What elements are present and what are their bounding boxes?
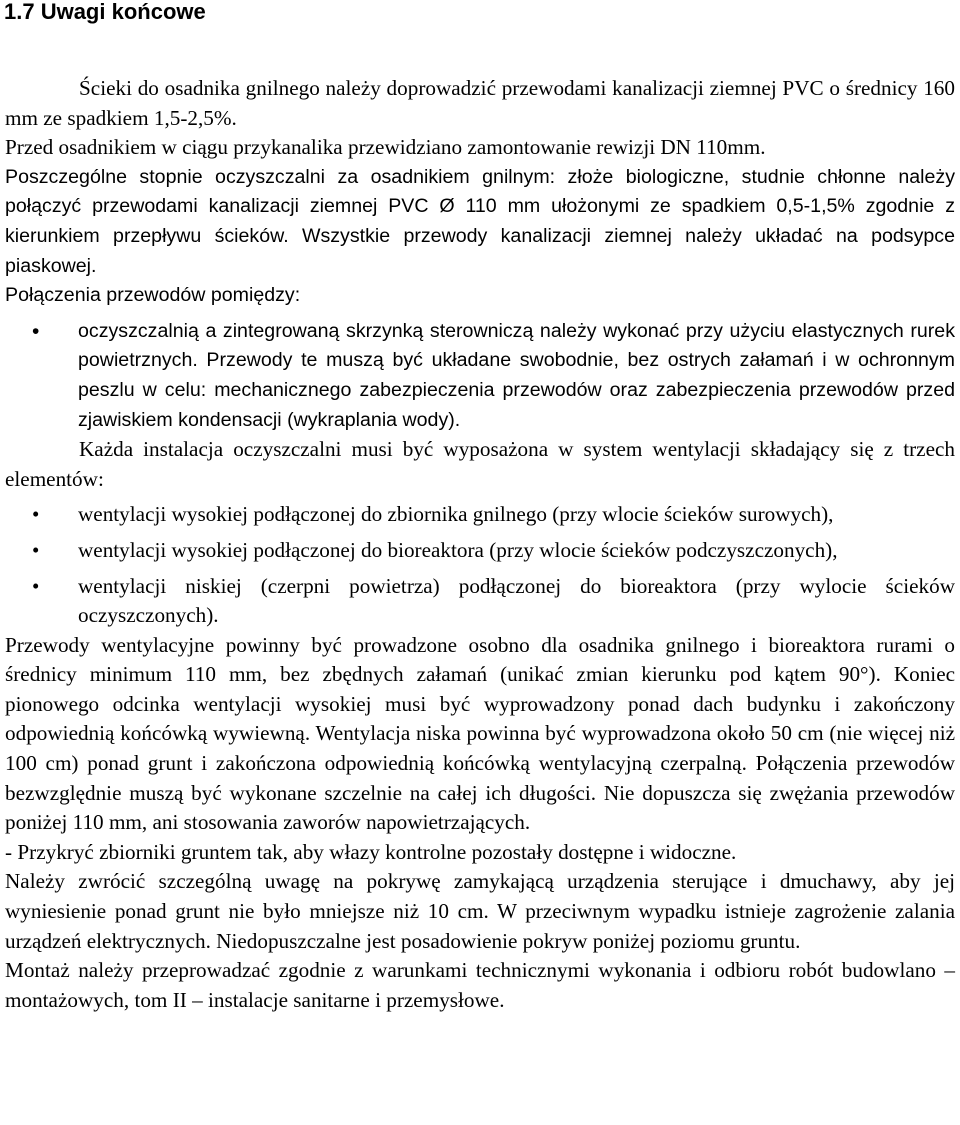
- ventilation-bullet-list: [5, 500, 955, 630]
- list-item-text: oczyszczalnią a zintegrowaną skrzynką sterowniczą należy wykonać przy użyciu elastycznych rurek powietrznych. Przewody te muszą być układane swobodnie, bez ostrych załamań i w ochronnym peszlu w celu: mechanicznego zabezpieczenia przewodów oraz zabezpieczenia przewodów przed zjawiskiem kondensacji (wykraplania wody).: [78, 319, 955, 431]
- paragraph-inspection-chamber: Przed osadnikiem w ciągu przykanalika przewidziano zamontowanie rewizji DN 110mm.: [5, 135, 766, 160]
- paragraph-treatment-stages: Poszczególne stopnie oczyszczalni za osadnikiem gnilnym: złoże biologiczne, studnie chłonne należy połączyć przewodami kanalizacji ziemnej PVC Ø 110 mm ułożonymi ze spadkiem 0,5-1,5% zgodnie z kierunkiem przepływu ścieków. Wszystkie przewody kanalizacji ziemnej należy układać na podsypce piaskowej.: [5, 165, 955, 277]
- list-item-text: wentylacji wysokiej podłączonej do bioreaktora (przy wlocie ścieków podczyszczonych),: [78, 537, 838, 562]
- bullet-icon: •: [32, 573, 40, 598]
- list-item: [5, 536, 955, 566]
- list-item-text: wentylacji niskiej (czerpni powietrza) podłączonej do bioreaktora (przy wylocie ścieków oczyszczonych).: [78, 573, 955, 628]
- paragraph-ventilation-ducts: Przewody wentylacyjne powinny być prowadzone osobno dla osadnika gnilnego i bioreaktora rurami o średnicy minimum 110 mm, bez zbędnych załamań (unikać zmian kierunku pod kątem 90°). Koniec pionowego odcinka wentylacji wysokiej musi być wyprowadzony ponad dach budynku i zakończony odpowiednią końcówką wywiewną. Wentylacja niska powinna być wyprowadzona około 50 cm (nie więcej niż 100 cm) ponad grunt i zakończona odpowiednią końcówką wentylacyjną czerpalną. Połączenia przewodów bezwzględnie muszą być wykonane szczelnie na całej ich długości. Nie dopuszcza się zwężania przewodów poniżej 110 mm, ani stosowania zaworów napowietrzających.: [5, 632, 955, 835]
- paragraph-sewage-inlet: Ścieki do osadnika gnilnego należy doprowadzić przewodami kanalizacji ziemnej PVC o średnicy 160 mm ze spadkiem 1,5-2,5%.: [5, 76, 955, 130]
- list-item-text: wentylacji wysokiej podłączonej do zbiornika gnilnego (przy wlocie ścieków surowych),: [78, 502, 834, 527]
- paragraph-installation-standards: Montaż należy przeprowadzać zgodnie z warunkami technicznymi wykonania i odbioru robót budowlano – montażowych, tom II – instalacje sanitarne i przemysłowe.: [5, 958, 955, 1012]
- bullet-icon: •: [32, 502, 40, 527]
- paragraph-control-cover: Należy zwrócić szczególną uwagę na pokrywę zamykającą urządzenia sterujące i dmuchawy, aby jej wyniesienie ponad grunt nie było mniejsze niż 10 cm. W przeciwnym wypadku istnieje zagrożenie zalania urządzeń elektrycznych. Niedopuszczalne jest posadowienie pokryw poniżej poziomu gruntu.: [5, 869, 955, 953]
- paragraph-cover-tanks: - Przykryć zbiorniki gruntem tak, aby włazy kontrolne pozostały dostępne i widoczne.: [5, 839, 737, 864]
- bullet-icon: •: [32, 319, 40, 343]
- list-item: [5, 317, 955, 435]
- connection-bullet-list: [5, 317, 955, 435]
- bullet-icon: •: [32, 537, 40, 562]
- paragraph-ventilation-intro: Każda instalacja oczyszczalni musi być wyposażona w system wentylacji składający się z trzech elementów:: [5, 437, 955, 491]
- section-heading: 1.7 Uwagi końcowe: [4, 0, 206, 24]
- list-item: [5, 572, 955, 631]
- paragraph-connections-intro: Połączenia przewodów pomiędzy:: [5, 284, 301, 307]
- list-item: [5, 500, 955, 530]
- document-body: [5, 74, 955, 1015]
